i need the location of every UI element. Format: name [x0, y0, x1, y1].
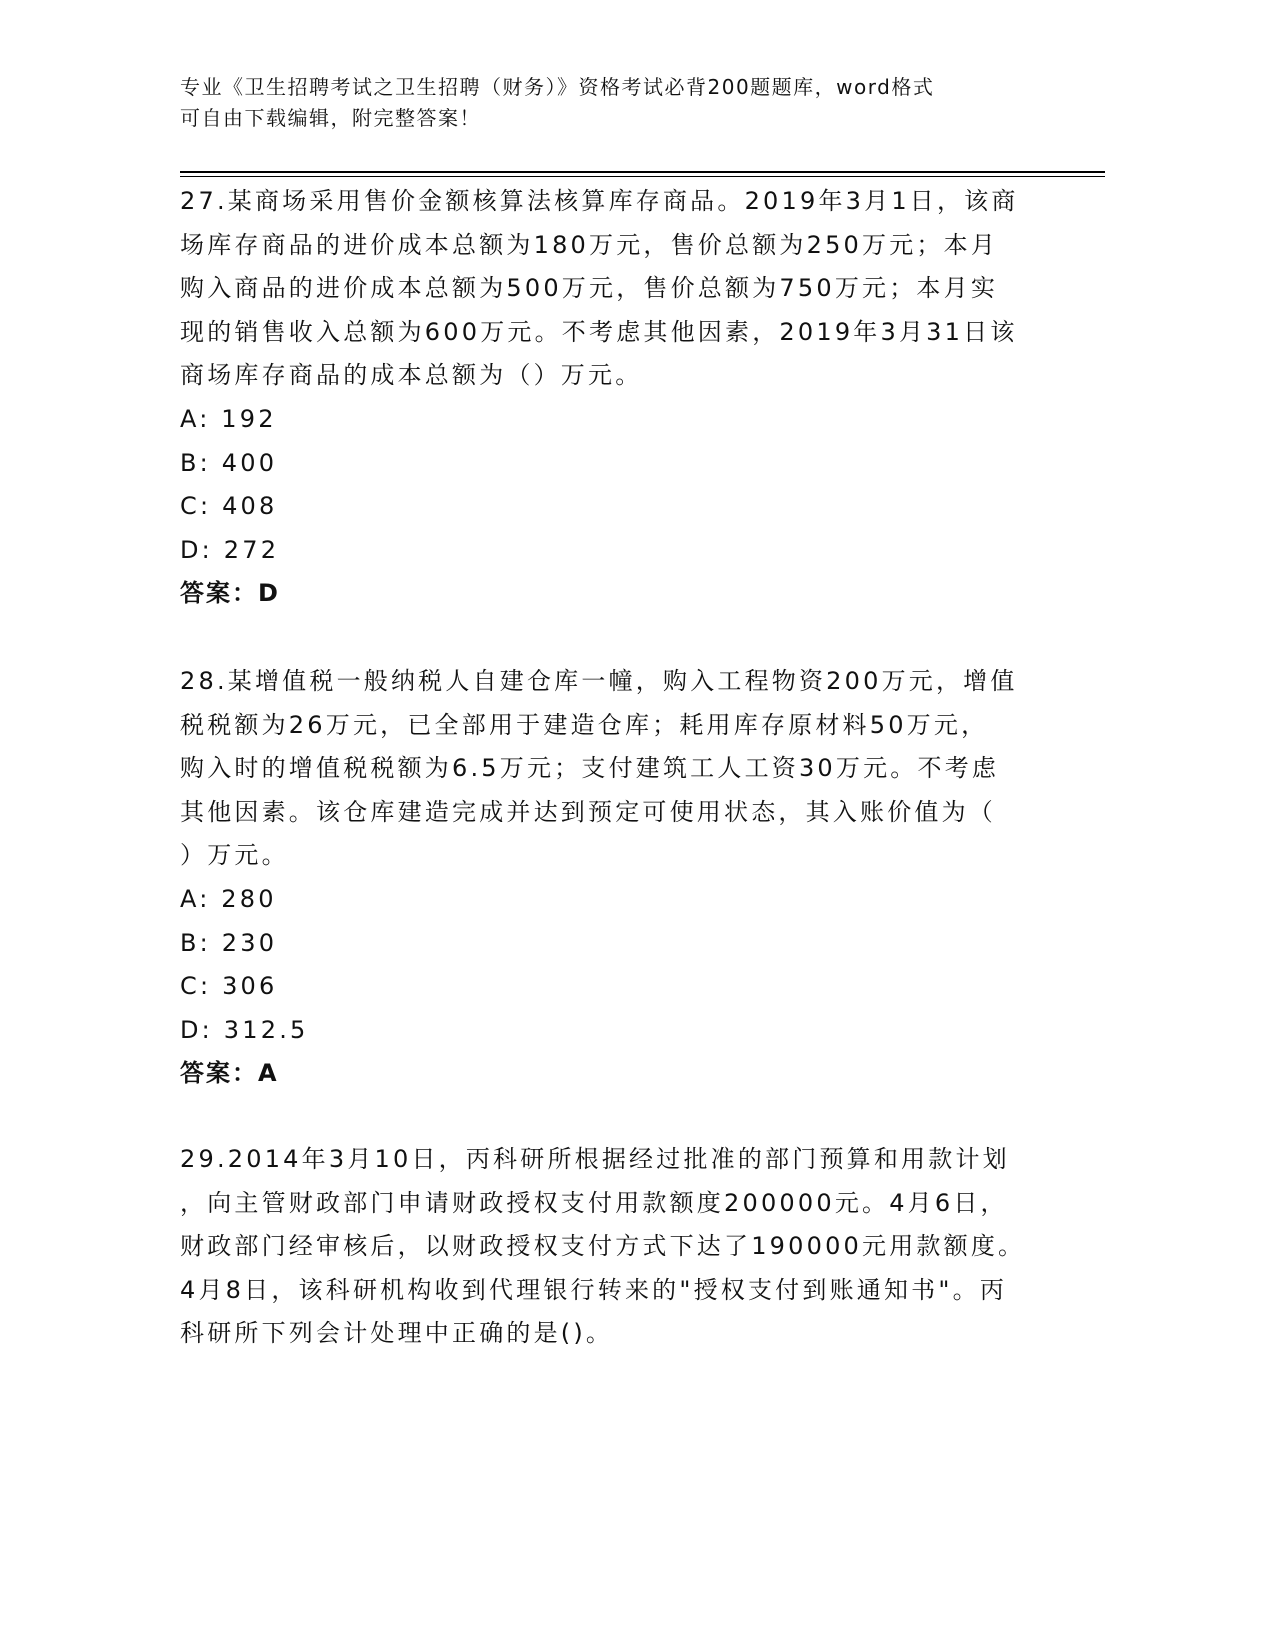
header-line: 可自由下载编辑，附完整答案！ [180, 106, 481, 130]
question-text: 现的销售收入总额为600万元。不考虑其他因素，2019年3月31日该 [180, 317, 1018, 346]
answer: 答案：A [180, 1059, 279, 1088]
question-text: 税税额为26万元，已全部用于建造仓库；耗用库存原材料50万元， [180, 710, 989, 739]
question-text: 科研所下列会计处理中正确的是()。 [180, 1319, 614, 1348]
option-a: A: 192 [180, 404, 277, 433]
question-text: 29.2014年3月10日，丙科研所根据经过批准的部门预算和用款计划 [180, 1145, 1010, 1173]
option-a: A: 280 [180, 884, 277, 913]
question-text: ）万元。 [180, 841, 289, 870]
header-line: 专业《卫生招聘考试之卫生招聘（财务）》资格考试必背200题题库，word格式 [180, 75, 935, 99]
question-27 [180, 180, 1060, 616]
header-divider [180, 176, 1105, 177]
option-b: B: 400 [180, 448, 278, 477]
option-c: C: 408 [180, 492, 278, 521]
question-text: 其他因素。该仓库建造完成并达到预定可使用状态，其入账价值为（ [180, 797, 996, 826]
question-text: ，向主管财政部门申请财政授权支付用款额度200000元。4月6日， [180, 1188, 1008, 1217]
question-text: 财政部门经审核后，以财政授权支付方式下达了190000元用款额度。 [180, 1232, 1026, 1261]
option-b: B: 230 [180, 928, 278, 957]
question-text: 购入时的增值税税额为6.5万元；支付建筑工人工资30万元。不考虑 [180, 754, 1000, 783]
option-d: D: 312.5 [180, 1015, 309, 1044]
option-d: D: 272 [180, 535, 280, 564]
answer: 答案：D [180, 579, 280, 608]
question-text: 4月8日，该科研机构收到代理银行转来的"授权支付到账通知书"。丙 [180, 1275, 1008, 1304]
question-text: 购入商品的进价成本总额为500万元，售价总额为750万元；本月实 [180, 274, 999, 303]
question-text: 27.某商场采用售价金额核算法核算库存商品。2019年3月1日，该商 [180, 187, 1019, 215]
option-c: C: 306 [180, 972, 278, 1001]
question-28 [180, 660, 1060, 1096]
header-divider [180, 171, 1105, 173]
question-text: 28.某增值税一般纳税人自建仓库一幢，购入工程物资200万元，增值 [180, 667, 1018, 695]
question-text: 场库存商品的进价成本总额为180万元，售价总额为250万元；本月 [180, 230, 999, 259]
question-29 [180, 1138, 1060, 1356]
document-header [180, 72, 1110, 134]
question-text: 商场库存商品的成本总额为（）万元。 [180, 361, 643, 390]
